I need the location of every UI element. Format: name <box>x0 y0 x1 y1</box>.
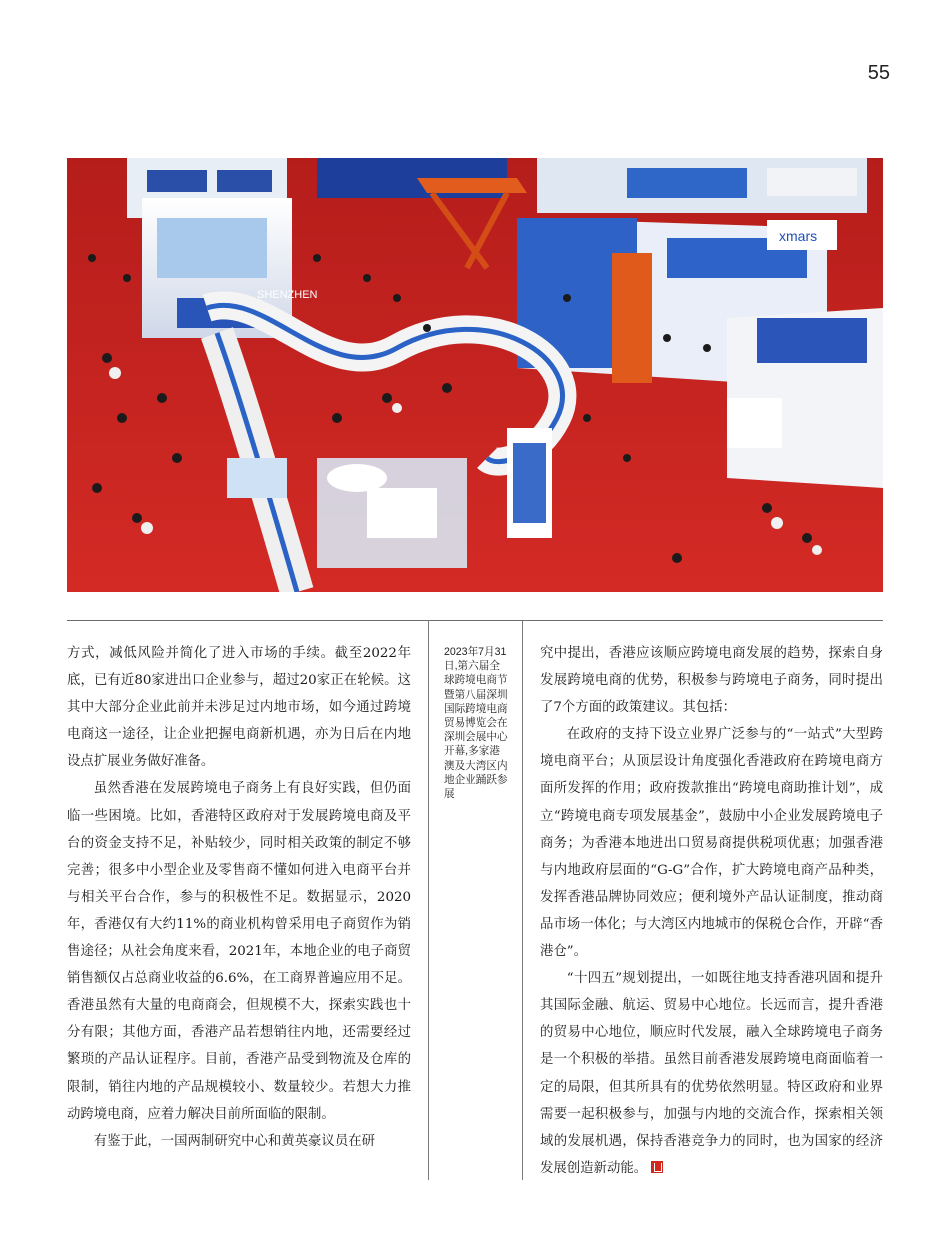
photo-caption: 2023年7月31日,第六届全球跨境电商节暨第八届深圳国际跨境电商贸易博览会在深圳会展中心开幕,多家港澳及大湾区内地企业踊跃参展 <box>444 646 508 801</box>
right-paragraph-1: 究中提出，香港应该顺应跨境电商发展的趋势，探索自身发展跨境电商的优势，积极参与跨境电子商务，同时提出了7个方面的政策建议。其包括： <box>540 646 883 716</box>
left-paragraph-1: 方式，减低风险并简化了进入市场的手续。截至2022年底，已有近80家进出口企业参与，超过20家正在轮候。这其中大部分企业此前并未涉足过内地市场，如今通过跨境电商这一途径，让企业把握电商新机遇，亦为日后在内地设点扩展业务做好准备。 <box>67 646 411 770</box>
xmars-sign: xmars <box>779 228 818 244</box>
left-paragraph-2: 虽然香港在发展跨境电子商务上有良好实践，但仍面临一些困境。比如，香港特区政府对于发展跨境电商及平台的资金支持不足，补贴较少，同时相关政策的制定不够完善；很多中小型企业及零售商不懂如何进入电商平台并与相关平台合作，参与的积极性不足。数据显示，2020年，香港仅有大约11%的商业机构曾采用电子商贸作为销售途径；从社会角度来看，2021年，本地企业的电子商贸销售额仅占总商业收益的6.6%，在工商界普遍应用不足。香港虽然有大量的电商商会，但规模不大，探索实践也十分有限；其他方面，香港产品若想销往内地，还需要经过繁琐的产品认证程序。目前，香港产品受到物流及仓库的限制，销往内地的产品规模较小、数量较少。若想大力推动跨境电商，应着力解决目前所面临的限制。 <box>67 781 411 1122</box>
column-divider-left <box>428 620 429 1180</box>
right-paragraph-3 <box>540 965 883 1182</box>
left-column <box>67 640 411 1155</box>
article-end-mark-icon <box>651 1161 663 1173</box>
right-column <box>540 640 883 1182</box>
right-paragraph-2: 在政府的支持下设立业界广泛参与的“一站式”大型跨境电商平台；从顶层设计角度强化香港政府在跨境电商方面所发挥的作用；政府拨款推出“跨境电商助推计划”，成立“跨境电商专项发展基金”，鼓励中小企业发展跨境电子商务；为香港本地进出口贸易商提供税项优惠；加强香港与内地政府层面的“G-G”合作，扩大跨境电商产品种类，发挥香港品牌协同效应；便利境外产品认证制度，推动商品市场一体化；与大湾区内地城市的保税仓合作，开辟“香港仓”。 <box>540 727 883 960</box>
page-number: 55 <box>867 62 890 84</box>
right-paragraph-3-text: “十四五”规划提出，一如既往地支持香港巩固和提升其国际金融、航运、贸易中心地位。长远而言，提升香港的贸易中心地位，顺应时代发展，融入全球跨境电子商务是一个积极的举措。虽然目前香港发展跨境电商面临着一定的局限，但其所具有的优势依然明显。特区政府和业界需要一起积极参与，加强与内地的交流合作，探索相关领域的发展机遇，保持香港竞争力的同时，也为国家的经济发展创造新动能。 <box>540 971 883 1176</box>
booth-sign-shenzhen: SHENZHEN <box>257 289 318 301</box>
exhibition-photo <box>67 158 883 592</box>
column-divider-right <box>522 620 523 1180</box>
section-divider <box>67 620 883 621</box>
left-paragraph-3: 有鉴于此，一国两制研究中心和黄英豪议员在研 <box>93 1133 375 1149</box>
exhibition-photo-illustration <box>67 158 883 592</box>
